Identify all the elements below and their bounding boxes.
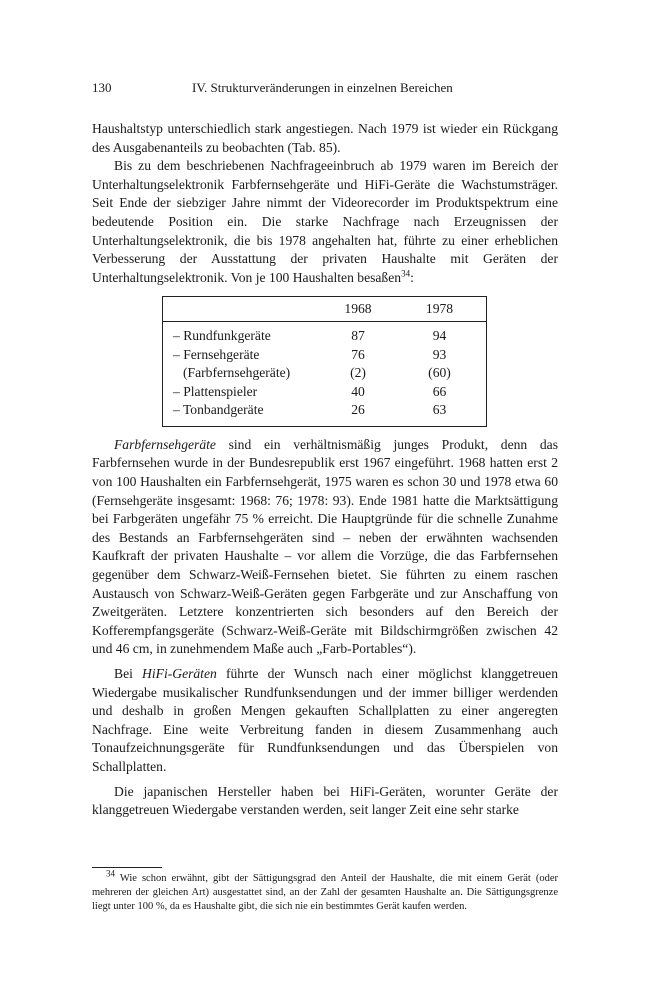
table-header-row (163, 297, 486, 322)
paragraph-4 (92, 665, 558, 777)
footnote-reference: 34 (401, 268, 411, 279)
table-cell-1968: 26 (351, 402, 365, 418)
footnote (92, 868, 558, 914)
table-cell-1978: 94 (432, 328, 447, 344)
table-row-label: – Tonbandgeräte (173, 402, 264, 418)
household-equipment-table (162, 296, 487, 427)
footnote-number: 34 (106, 868, 115, 879)
table-row-label: – Plattenspieler (173, 383, 258, 399)
paragraph-3-text: sind ein verhältnismäßig junges Produkt, denn das Farbfernsehen wurde in der Bundesrepublik erst 1967 eingeführt. 1968 hatten erst 2 von 100 Haushalten ein Farbfernsehgerät, 1975 waren es schon 30 und 1978 etwa 60 (Fernsehgeräte insgesamt: 1968: 76; 1978: 93). Ende 1981 hatte die Marktsättigung bei Farbgeräten ungefähr 75 % erreicht. Die Hauptgründe für die schnelle Zunahme des Bestands an Farbfernsehgeräten sind – neben der erwähnten wachsenden Kaufkraft der privaten Haushalte – vor allem die Vorzüge, die das Farbfernsehen gegenüber dem Schwarz-Weiß-Fernsehen bietet. Sie führten zu einem raschen Austausch von Schwarz-Weiß-Geräten gegen Farbgeräte und zur Anschaffung von Zweitgeräten. Letztere konzentrierten sich besonders auf den Bereich der Kofferempfangsgeräte (Schwarz-Weiß-Geräte mit Bildschirmgrößen zwischen 42 und 46 cm, in zunehmendem Maße auch „Farb-Portables“). (92, 436, 558, 657)
paragraph-4-start: Bei (114, 665, 143, 681)
paragraph-3 (92, 436, 558, 659)
table-cell-1978: (60) (428, 365, 451, 381)
table-cell-1978: 93 (432, 346, 447, 362)
paragraph-4-text: führte der Wunsch nach einer möglichst klanggetreuen Wiedergabe musikalischer Rundfunksendungen und der immer billiger werdenden und deshalb in großen Mengen gekauften Schallplatten zu einer angeregten Nachfrage. Eine weite Verbreitung fanden in diesem Zusammenhang auch Tonaufzeichnungsgeräte für Rundfunksendungen und das Überspielen von Schallplatten. (92, 665, 558, 774)
table-body (163, 322, 486, 426)
table-cell-1978: 63 (432, 402, 447, 418)
footnote-text: Wie schon erwähnt, gibt der Sättigungsgrad den Anteil der Haushalte, die mit einem Gerät (oder mehreren der gleichen Art) ausgestattet sind, an der Zahl der gesamten Haushalte an. Die Sättigungsgrenze liegt unter 100 %, da es Haushalte gibt, die sich nie ein bestimmtes Gerät kaufen werden. (92, 873, 558, 912)
table-header-1968: 1968 (344, 301, 372, 317)
table-row (163, 383, 486, 402)
table-header-1978: 1978 (425, 301, 454, 317)
table-row (163, 346, 486, 365)
paragraph-3-italic-term: Farbfernsehgeräte (114, 436, 216, 452)
body-text (92, 120, 558, 820)
table-row (163, 327, 486, 346)
running-title: IV. Strukturveränderungen in einzelnen Bereichen (192, 80, 453, 95)
table-row-label: – Rundfunkgeräte (173, 328, 271, 344)
table-cell-1968: 87 (351, 328, 365, 344)
table-cell-1968: 40 (351, 383, 365, 399)
table-cell-1968: 76 (351, 346, 365, 362)
paragraph-2 (92, 157, 558, 287)
table-row (163, 364, 486, 383)
table-row (163, 401, 486, 420)
table-row-label: (Farbfernsehgeräte) (183, 365, 291, 381)
table-cell-1978: 66 (432, 383, 447, 399)
paragraph-1: Haushaltstyp unterschiedlich stark angestiegen. Nach 1979 ist wieder ein Rückgang des Ausgabenanteils zu beobachten (Tab. 85). (92, 121, 558, 155)
table-cell-1968: (2) (350, 365, 366, 381)
footnote-rule (92, 867, 162, 868)
table-row-label: – Fernsehgeräte (173, 346, 260, 362)
paragraph-5: Die japanischen Hersteller haben bei HiFi-Geräten, worunter Geräte der klanggetreuen Wiedergabe verstanden werden, seit langer Zeit eine sehr starke (92, 783, 558, 818)
paragraph-2-colon: : (410, 269, 414, 285)
paragraph-4-italic-term: HiFi-Geräten (142, 665, 217, 681)
running-head (92, 80, 558, 100)
page-number: 130 (92, 80, 112, 95)
paragraph-2-text: Bis zu dem beschriebenen Nachfrageeinbruch ab 1979 waren im Bereich der Unterhaltungselektronik Farbfernsehgeräte und HiFi-Geräte die Wachstumsträger. Seit Ende der siebziger Jahre nimmt der Videorecorder im Produktspektrum eine bedeutende Position ein. Die starke Nachfrage nach Erzeugnissen der Unterhaltungselektronik, die bis 1978 angehalten hat, führte zu einer erheblichen Verbesserung der Ausstattung der privaten Haushalte mit Geräten der Unterhaltungselektronik. Von je 100 Haushalten besaßen (92, 158, 558, 285)
